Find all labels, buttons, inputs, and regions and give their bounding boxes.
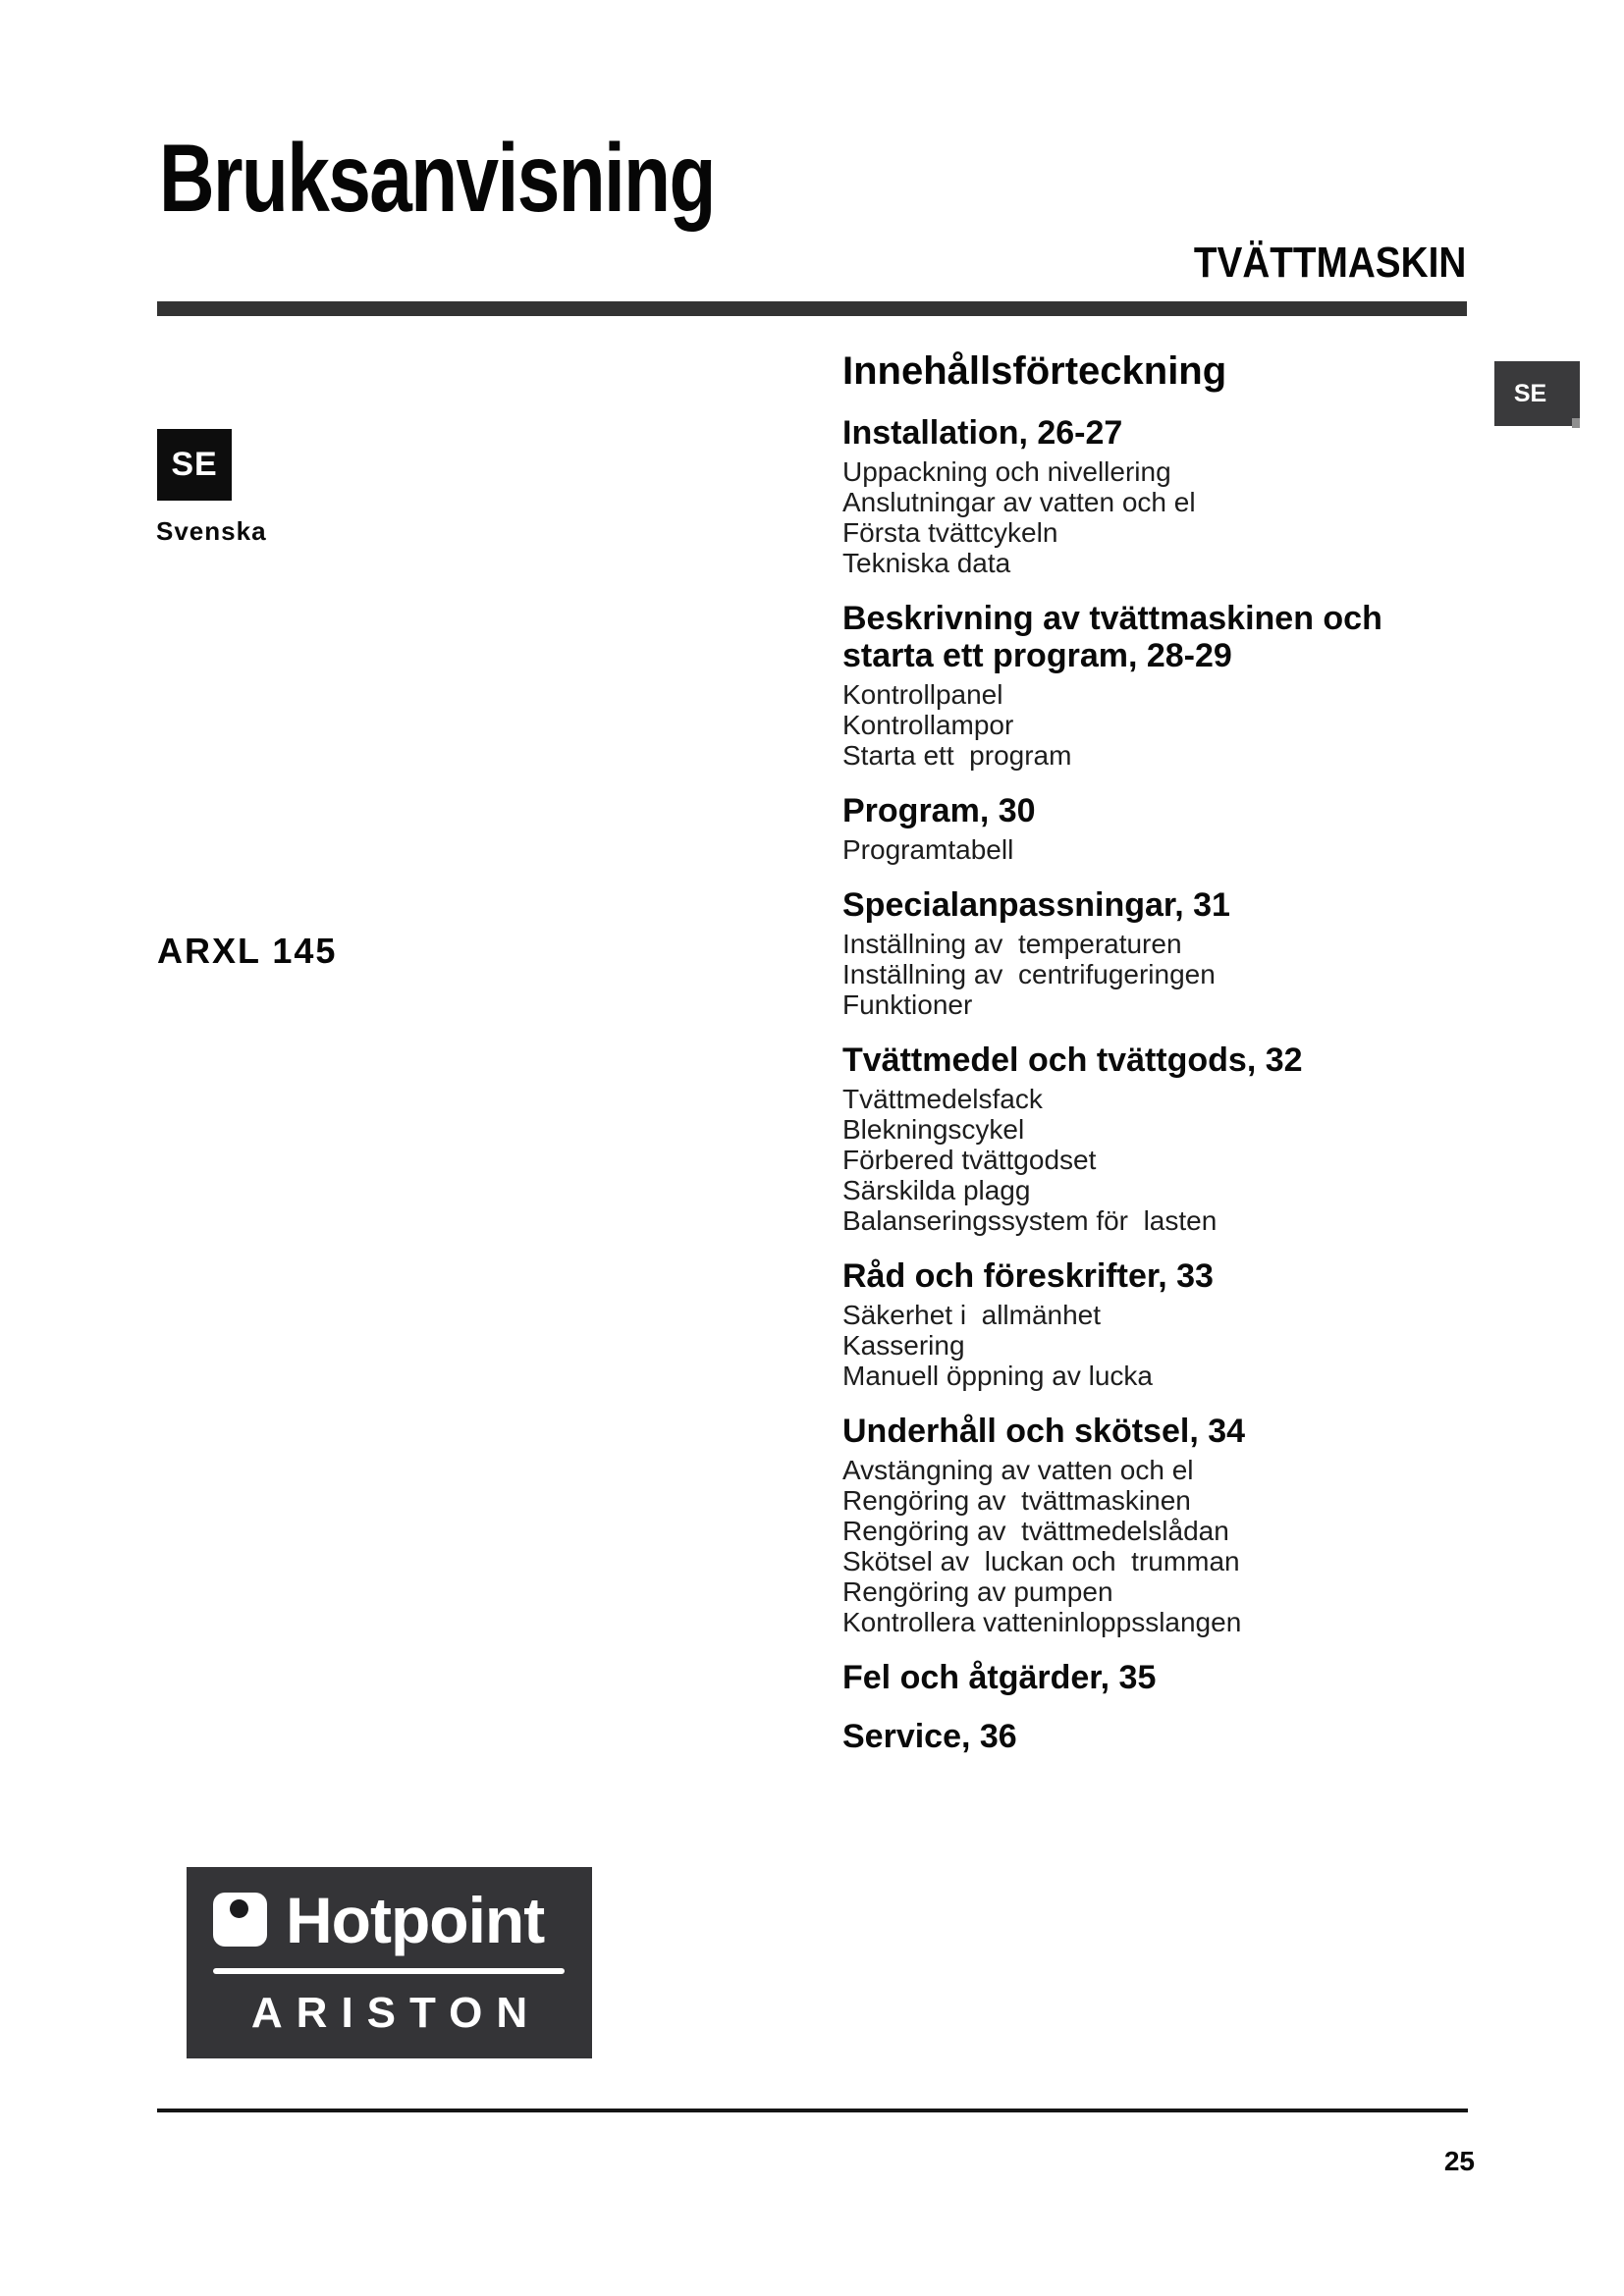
toc-section-items bbox=[842, 1455, 1432, 1637]
toc-section-items bbox=[842, 679, 1432, 771]
toc-section-title: Råd och föreskrifter, 33 bbox=[842, 1257, 1214, 1295]
toc-item: Säkerhet i allmänhet bbox=[842, 1300, 1102, 1330]
language-badge bbox=[157, 429, 232, 501]
header-rule bbox=[157, 301, 1467, 316]
hotpoint-door-icon bbox=[213, 1893, 267, 1947]
toc-item: Inställning av temperaturen bbox=[842, 929, 1182, 959]
logo-divider bbox=[213, 1968, 565, 1974]
toc-item: Balanseringssystem för lasten bbox=[842, 1205, 1218, 1236]
toc-item: Manuell öppning av lucka bbox=[842, 1361, 1153, 1391]
toc-section bbox=[842, 1257, 1432, 1391]
side-tab-corner-mark bbox=[1572, 418, 1580, 428]
toc-item: Uppackning och nivellering bbox=[842, 456, 1171, 487]
toc-section bbox=[842, 1718, 1432, 1755]
language-badge-label: SE bbox=[171, 446, 218, 483]
toc-item: Rengöring av tvättmaskinen bbox=[842, 1485, 1191, 1516]
toc-item: Rengöring av pumpen bbox=[842, 1576, 1113, 1607]
toc-item: Inställning av centrifugeringen bbox=[842, 959, 1216, 989]
toc-section bbox=[842, 1659, 1432, 1696]
toc-item: Tekniska data bbox=[842, 548, 1011, 578]
toc-section-items bbox=[842, 1084, 1432, 1236]
toc-section bbox=[842, 600, 1432, 771]
document-type-label bbox=[1157, 239, 1466, 288]
page-number: 25 bbox=[1443, 2146, 1475, 2176]
document-type-text: TVÄTTMASKIN bbox=[1193, 239, 1466, 287]
toc-item: Kontrollpanel bbox=[842, 679, 1003, 710]
toc-item: Funktioner bbox=[842, 989, 973, 1020]
toc-item: Kassering bbox=[842, 1330, 965, 1361]
toc-section-title: Installation, 26-27 bbox=[842, 414, 1123, 452]
toc-section-title: Specialanpassningar, 31 bbox=[842, 886, 1230, 924]
toc-section-title: Fel och åtgärder, 35 bbox=[842, 1659, 1157, 1696]
brand-name: Hotpoint bbox=[286, 1884, 545, 1956]
brand-logo bbox=[187, 1867, 592, 2058]
toc-section-items bbox=[842, 929, 1432, 1020]
toc-section-title: Underhåll och skötsel, 34 bbox=[842, 1413, 1246, 1450]
toc-section bbox=[842, 414, 1432, 578]
toc-item: Starta ett program bbox=[842, 740, 1072, 771]
toc-section bbox=[842, 1413, 1432, 1637]
toc-item: Särskilda plagg bbox=[842, 1175, 1031, 1205]
toc-section-title: Beskrivning av tvättmaskinen och starta ett program, 28-29 bbox=[842, 600, 1392, 674]
toc-item: Programtabell bbox=[842, 834, 1014, 865]
hotpoint-door-dot bbox=[230, 1899, 248, 1918]
toc-heading: Innehållsförteckning bbox=[842, 349, 1227, 393]
toc-section-title: Tvättmedel och tvättgods, 32 bbox=[842, 1041, 1303, 1079]
toc-section-items bbox=[842, 456, 1432, 578]
toc-item: Tvättmedelsfack bbox=[842, 1084, 1043, 1114]
language-name: Svenska bbox=[156, 516, 267, 546]
toc-section bbox=[842, 792, 1432, 865]
language-side-tab bbox=[1494, 361, 1580, 426]
toc-item: Blekningscykel bbox=[842, 1114, 1025, 1145]
sub-brand-name: ARISTON bbox=[250, 1989, 542, 2037]
toc-section bbox=[842, 886, 1432, 1020]
toc-item: Förbered tvättgodset bbox=[842, 1145, 1097, 1175]
toc-item: Kontrollera vatteninloppsslangen bbox=[842, 1607, 1242, 1637]
toc-section bbox=[842, 1041, 1432, 1236]
toc-item: Första tvättcykeln bbox=[842, 517, 1058, 548]
toc-item: Anslutningar av vatten och el bbox=[842, 487, 1196, 517]
toc-section-items bbox=[842, 834, 1432, 865]
page-title-text: Bruksanvisning bbox=[159, 124, 715, 232]
table-of-contents bbox=[842, 349, 1432, 1760]
toc-section-title: Program, 30 bbox=[842, 792, 1036, 829]
toc-section-items bbox=[842, 1300, 1432, 1391]
toc-item: Skötsel av luckan och trumman bbox=[842, 1546, 1240, 1576]
model-number: ARXL 145 bbox=[157, 931, 338, 971]
footer-rule bbox=[157, 2109, 1468, 2112]
toc-item: Kontrollampor bbox=[842, 710, 1014, 740]
toc-section-title: Service, 36 bbox=[842, 1718, 1017, 1755]
side-tab-label: SE bbox=[1513, 379, 1547, 407]
page-title bbox=[159, 126, 853, 232]
toc-item: Avstängning av vatten och el bbox=[842, 1455, 1194, 1485]
toc-item: Rengöring av tvättmedelslådan bbox=[842, 1516, 1229, 1546]
